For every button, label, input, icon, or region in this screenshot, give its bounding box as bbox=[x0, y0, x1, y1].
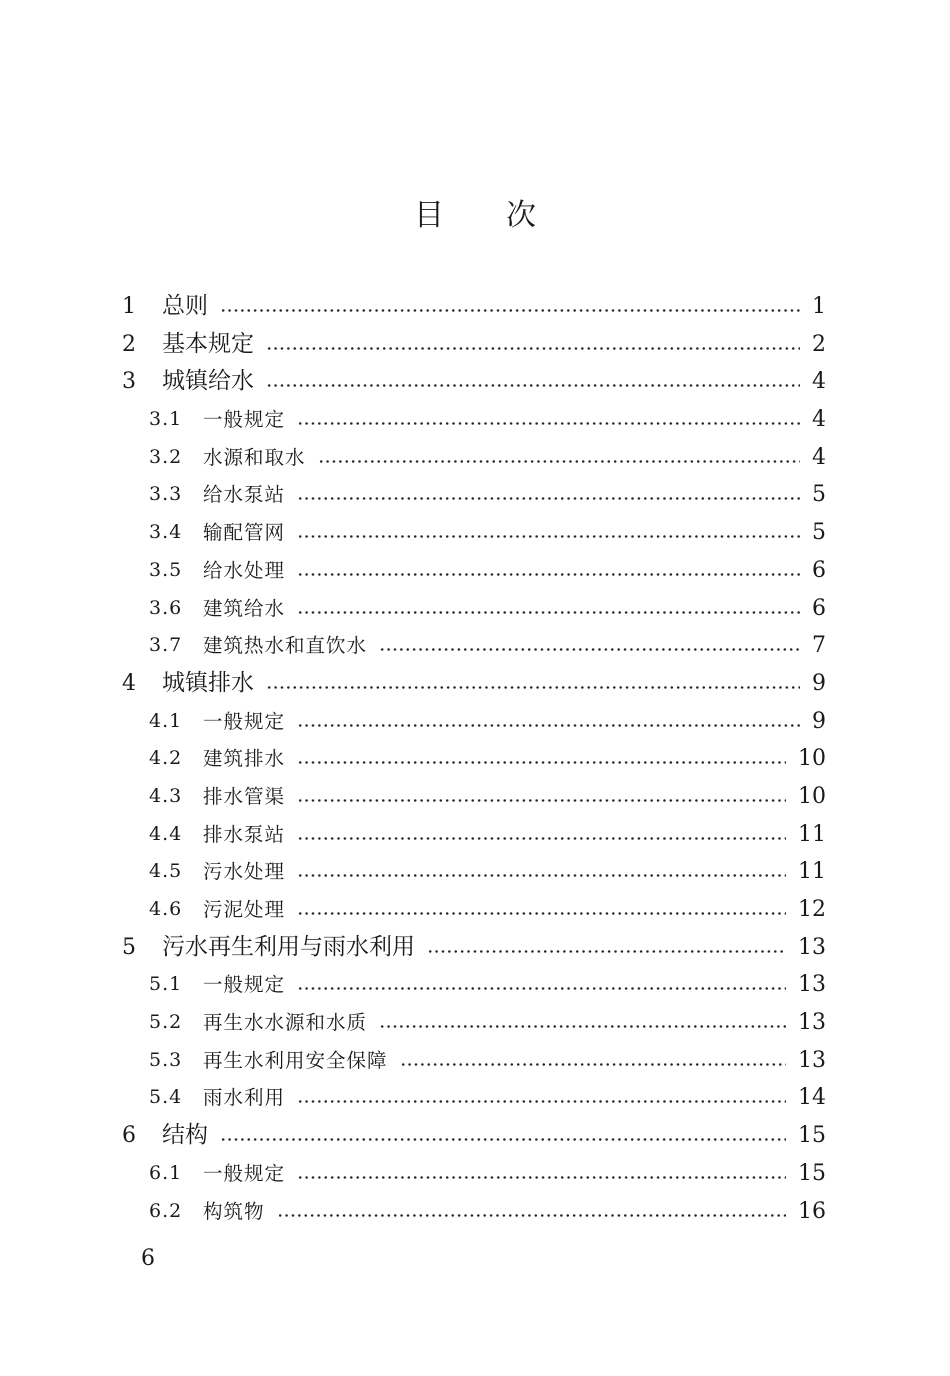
toc-entry-number: 5.3 bbox=[149, 1048, 183, 1071]
toc-section-entry[interactable] bbox=[0, 1155, 950, 1193]
toc-entry-page: 13 bbox=[798, 972, 826, 998]
toc-entry-title: 城镇给水 bbox=[162, 368, 254, 395]
toc-entry-title: 构筑物 bbox=[203, 1199, 265, 1223]
toc-entry-number: 3.2 bbox=[149, 445, 183, 468]
toc-section-entry[interactable] bbox=[0, 1042, 950, 1080]
toc-entry-title: 城镇排水 bbox=[162, 669, 254, 696]
toc-section-entry[interactable] bbox=[0, 401, 950, 439]
toc-entry-number: 4.5 bbox=[149, 860, 183, 883]
toc-dot-leader bbox=[297, 590, 800, 628]
toc-section-entry[interactable] bbox=[0, 1004, 950, 1042]
toc-dot-leader bbox=[220, 288, 800, 326]
toc-dot-leader bbox=[266, 665, 800, 703]
toc-entry-number: 5.4 bbox=[149, 1086, 183, 1109]
toc-section-entry[interactable] bbox=[0, 816, 950, 854]
toc-entry-page: 16 bbox=[798, 1198, 826, 1224]
toc-entry-title: 再生水利用安全保障 bbox=[203, 1048, 388, 1072]
toc-entry-page: 12 bbox=[798, 897, 826, 922]
toc-entry-number: 6.1 bbox=[149, 1161, 183, 1184]
toc-entry-number: 4.1 bbox=[149, 709, 183, 732]
toc-dot-leader bbox=[318, 439, 800, 477]
toc-entry-page: 9 bbox=[812, 670, 826, 696]
toc-section-entry[interactable] bbox=[0, 853, 950, 891]
toc-entry-number: 3.6 bbox=[149, 596, 183, 619]
toc-entry-title: 建筑排水 bbox=[203, 747, 286, 771]
toc-entry-title: 排水管渠 bbox=[203, 784, 286, 808]
toc-dot-leader bbox=[297, 891, 786, 929]
toc-title-char-2: 次 bbox=[506, 198, 536, 233]
toc-entry-number: 1 bbox=[122, 294, 136, 319]
toc-entry-title: 污水再生利用与雨水利用 bbox=[162, 933, 415, 960]
toc-section-entry[interactable] bbox=[0, 966, 950, 1004]
toc-dot-leader bbox=[379, 627, 800, 665]
toc-entry-page: 10 bbox=[798, 746, 826, 772]
toc-dot-leader bbox=[297, 816, 786, 854]
toc-dot-leader bbox=[297, 778, 786, 816]
toc-dot-leader bbox=[379, 1004, 786, 1042]
toc-title-char-1: 目 bbox=[414, 198, 444, 233]
toc-dot-leader bbox=[266, 326, 800, 364]
toc-entry-number: 3.5 bbox=[149, 558, 183, 581]
toc-entry-title: 一般规定 bbox=[203, 1161, 286, 1185]
toc-entry-page: 7 bbox=[812, 633, 826, 659]
toc-section-entry[interactable] bbox=[0, 703, 950, 741]
toc-dot-leader bbox=[297, 552, 800, 590]
toc-dot-leader bbox=[297, 703, 800, 741]
toc-dot-leader bbox=[266, 363, 800, 401]
toc-entry-title: 一般规定 bbox=[203, 709, 286, 733]
toc-entry-page: 4 bbox=[812, 444, 826, 470]
toc-section-entry[interactable] bbox=[0, 1079, 950, 1117]
toc-chapter-entry[interactable] bbox=[0, 326, 950, 364]
toc-entry-number: 4 bbox=[122, 670, 136, 696]
toc-section-entry[interactable] bbox=[0, 778, 950, 816]
toc-entry-title: 输配管网 bbox=[203, 521, 286, 545]
toc-entry-number: 4.3 bbox=[149, 784, 183, 807]
toc-entry-title: 基本规定 bbox=[162, 330, 254, 357]
toc-entry-page: 2 bbox=[812, 331, 826, 357]
toc-entry-page: 6 bbox=[812, 557, 826, 583]
toc-entry-number: 4.6 bbox=[149, 898, 183, 920]
toc-entry-number: 3 bbox=[122, 369, 136, 395]
toc-title bbox=[0, 190, 950, 234]
toc-section-entry[interactable] bbox=[0, 590, 950, 628]
toc-section-entry[interactable] bbox=[0, 1193, 950, 1231]
toc-entry-title: 水源和取水 bbox=[203, 445, 306, 469]
toc-entry-page: 13 bbox=[798, 1047, 826, 1073]
toc-entry-page: 5 bbox=[812, 520, 826, 546]
toc-entry-title: 雨水利用 bbox=[203, 1086, 286, 1110]
toc-entry-page: 10 bbox=[798, 783, 826, 809]
toc-entry-number: 4.4 bbox=[149, 822, 183, 845]
toc-dot-leader bbox=[427, 929, 786, 967]
toc-dot-leader bbox=[297, 1079, 786, 1117]
toc-section-entry[interactable] bbox=[0, 740, 950, 778]
toc-dot-leader bbox=[220, 1117, 786, 1155]
toc-list bbox=[0, 288, 950, 1230]
toc-dot-leader bbox=[297, 514, 800, 552]
toc-entry-title: 建筑热水和直饮水 bbox=[203, 634, 368, 658]
toc-chapter-entry[interactable] bbox=[0, 288, 950, 326]
toc-entry-number: 5.1 bbox=[149, 973, 183, 996]
toc-entry-page: 6 bbox=[812, 595, 826, 621]
toc-entry-title: 给水泵站 bbox=[203, 483, 286, 507]
toc-entry-number: 5 bbox=[122, 934, 136, 960]
toc-entry-title: 污泥处理 bbox=[203, 898, 286, 921]
toc-section-entry[interactable] bbox=[0, 514, 950, 552]
toc-entry-page: 13 bbox=[798, 934, 826, 960]
toc-entry-page: 9 bbox=[812, 708, 826, 734]
toc-section-entry[interactable] bbox=[0, 627, 950, 665]
toc-dot-leader bbox=[297, 476, 800, 514]
toc-entry-page: 13 bbox=[798, 1010, 826, 1036]
toc-section-entry[interactable] bbox=[0, 476, 950, 514]
toc-entry-title: 总则 bbox=[162, 293, 208, 319]
toc-section-entry[interactable] bbox=[0, 552, 950, 590]
toc-entry-page: 4 bbox=[812, 407, 826, 433]
toc-chapter-entry[interactable] bbox=[0, 929, 950, 967]
toc-dot-leader bbox=[400, 1042, 786, 1080]
toc-entry-number: 6 bbox=[122, 1123, 136, 1149]
toc-entry-number: 5.2 bbox=[149, 1011, 183, 1034]
toc-entry-title: 污水处理 bbox=[203, 860, 286, 884]
toc-entry-number: 4.2 bbox=[149, 747, 183, 770]
toc-entry-number: 3.4 bbox=[149, 521, 183, 544]
toc-entry-number: 2 bbox=[122, 331, 136, 357]
toc-entry-number: 3.1 bbox=[149, 408, 183, 431]
toc-dot-leader bbox=[277, 1193, 786, 1231]
toc-entry-title: 排水泵站 bbox=[203, 822, 286, 846]
toc-dot-leader bbox=[297, 853, 786, 891]
toc-section-entry[interactable] bbox=[0, 439, 950, 477]
toc-entry-number: 3.3 bbox=[149, 483, 183, 506]
toc-entry-page: 15 bbox=[798, 1123, 826, 1149]
toc-entry-title: 给水处理 bbox=[203, 558, 286, 582]
toc-entry-page: 5 bbox=[812, 482, 826, 508]
page-number: 6 bbox=[141, 1246, 155, 1271]
toc-entry-page: 4 bbox=[812, 369, 826, 395]
toc-entry-number: 6.2 bbox=[149, 1199, 183, 1222]
toc-dot-leader bbox=[297, 401, 800, 439]
toc-entry-title: 再生水水源和水质 bbox=[203, 1011, 368, 1035]
toc-chapter-entry[interactable] bbox=[0, 665, 950, 703]
toc-entry-title: 结构 bbox=[162, 1122, 208, 1149]
toc-section-entry[interactable] bbox=[0, 891, 950, 929]
toc-dot-leader bbox=[297, 966, 786, 1004]
toc-entry-page: 11 bbox=[798, 821, 826, 847]
toc-entry-title: 一般规定 bbox=[203, 408, 286, 432]
toc-chapter-entry[interactable] bbox=[0, 1117, 950, 1155]
toc-dot-leader bbox=[297, 1155, 786, 1193]
toc-entry-page: 14 bbox=[798, 1085, 826, 1111]
toc-entry-page: 15 bbox=[798, 1160, 826, 1186]
toc-dot-leader bbox=[297, 740, 786, 778]
toc-entry-page: 1 bbox=[812, 294, 826, 319]
toc-entry-title: 建筑给水 bbox=[203, 596, 286, 620]
toc-chapter-entry[interactable] bbox=[0, 363, 950, 401]
toc-entry-page: 11 bbox=[798, 859, 826, 885]
toc-entry-number: 3.7 bbox=[149, 634, 183, 657]
toc-entry-title: 一般规定 bbox=[203, 973, 286, 997]
